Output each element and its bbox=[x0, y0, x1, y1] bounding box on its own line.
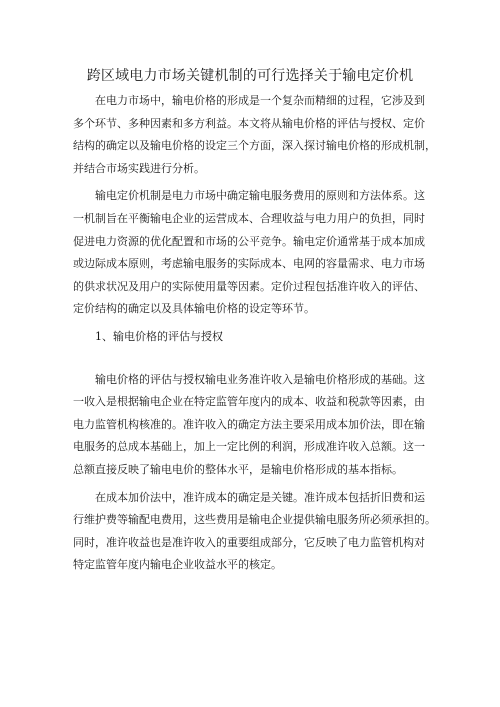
document-title: 跨区域电力市场关键机制的可行选择关于输电定价机 bbox=[86, 68, 414, 84]
paragraph-line: 或边际成本原则，考虑输电服务的实际成本、电网的容量需求、电力市场 bbox=[73, 257, 425, 271]
document-body bbox=[73, 90, 436, 577]
paragraph-line: 在电力市场中，输电价格的形成是一个复杂而精细的过程，它涉及到 bbox=[95, 94, 425, 107]
paragraph-line: 特定监管年度内输电企业收益水平的核定。 bbox=[73, 558, 282, 572]
paragraph-line: 并结合市场实践进行分析。 bbox=[73, 161, 205, 175]
paragraph-line: 促进电力资源的优化配置和市场的公平竞争。输电定价通常基于成本加成 bbox=[73, 234, 425, 248]
paragraph-cost-plus bbox=[73, 487, 436, 577]
paragraph-line: 多个环节、多种因素和多方利益。本文将从输电价格的评估与授权、定价 bbox=[73, 116, 425, 130]
paragraph-line: 输电定价机制是电力市场中确定输电服务费用的原则和方法体系。这 bbox=[95, 189, 425, 203]
paragraph-line: 同时，准许收益也是准许收入的重要组成部分，它反映了电力监管机构对 bbox=[73, 535, 425, 549]
paragraph-line: 输电价格的评估与授权输电业务准许收入是输电价格形成的基础。这 bbox=[95, 372, 425, 386]
paragraph-line: 行维护费等输配电费用，这些费用是输电企业提供输电服务所必须承担的。 bbox=[73, 513, 436, 527]
paragraph-evaluation bbox=[73, 369, 433, 482]
paragraph-line: 定价结构的确定以及具体输电价格的设定等环节。 bbox=[73, 302, 315, 316]
paragraph-line: 的供求状况及用户的实际使用量等因素。定价过程包括准许收入的评估、 bbox=[73, 279, 425, 293]
paragraph-mechanism bbox=[73, 185, 433, 321]
paragraph-line: 电服务的总成本基础上，加上一定比例的利润，形成准许收入总额。这一 bbox=[73, 440, 425, 454]
section-heading: 1、输电价格的评估与授权 bbox=[95, 329, 223, 343]
paragraph-intro bbox=[73, 90, 436, 180]
paragraph-line: 电力监管机构核准的。准许收入的确定方法主要采用成本加价法，即在输 bbox=[73, 417, 425, 431]
paragraph-line: 在成本加价法中，准许成本的确定是关键。准许成本包括折旧费和运 bbox=[95, 490, 425, 504]
paragraph-gap bbox=[73, 349, 433, 369]
paragraph-line: 一机制旨在平衡输电企业的运营成本、合理收益与电力用户的负担，同时 bbox=[73, 211, 425, 225]
paragraph-line: 结构的确定以及输电价格的设定三个方面，深入探讨输电价格的形成机制， bbox=[73, 139, 436, 153]
paragraph-line: 一收入是根据输电企业在特定监管年度内的成本、收益和税款等因素，由 bbox=[73, 395, 425, 409]
paragraph-line: 总额直接反映了输电电价的整体水平，是输电价格形成的基本指标。 bbox=[73, 462, 403, 476]
